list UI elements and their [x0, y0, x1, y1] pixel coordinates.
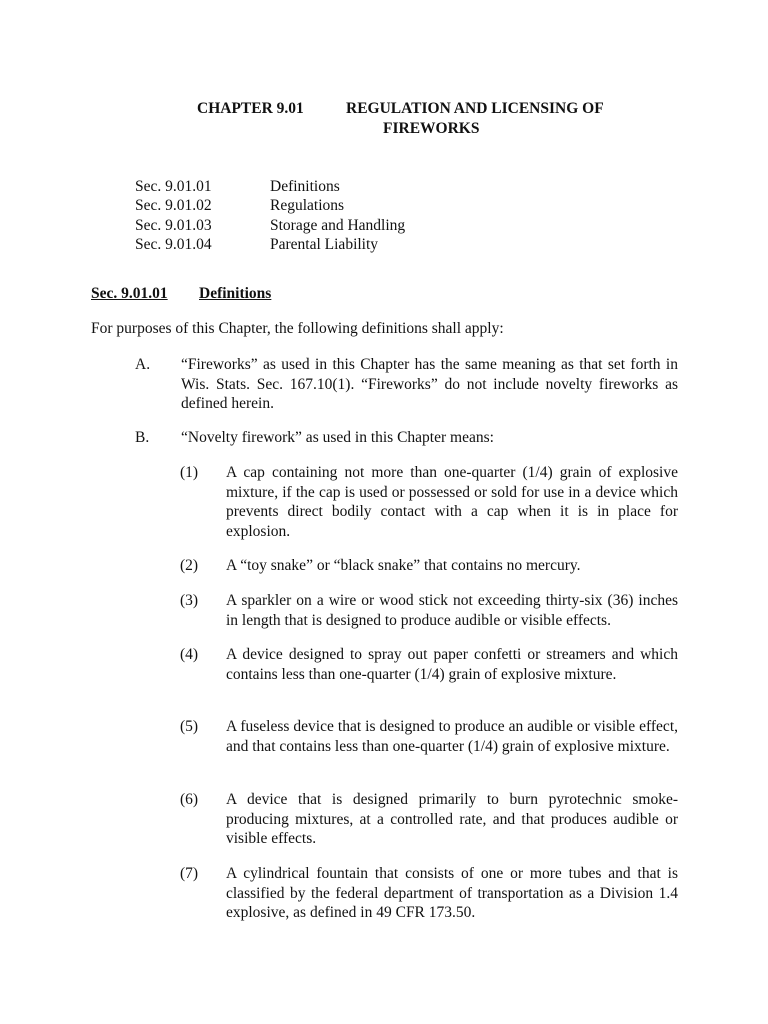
subitem-text: A “toy snake” or “black snake” that contains no mercury. — [226, 557, 581, 574]
toc-section-name: Regulations — [270, 197, 345, 215]
subitem-label: (7) — [180, 865, 199, 882]
subitem-text: A device designed to spray out paper confetti or streamers and which contains less than one-quarter (1/4) grain of explosive mixture. — [226, 646, 678, 683]
subitem-text: A fuseless device that is designed to produce an audible or visible effect, and that contains less than one-quarter (1/4) grain of explosive mixture. — [226, 718, 678, 755]
subitem-label: (3) — [180, 592, 199, 609]
subitem-label: (4) — [180, 646, 199, 663]
chapter-title-line2: FIREWORKS — [383, 120, 480, 137]
item-label: B. — [135, 429, 150, 446]
chapter-title-line1: REGULATION AND LICENSING OF — [346, 100, 604, 117]
chapter-number: CHAPTER 9.01 — [197, 100, 304, 117]
section-heading — [91, 285, 272, 303]
section-heading-name: Definitions — [199, 285, 272, 302]
section-heading-number: Sec. 9.01.01 — [91, 285, 168, 302]
subitem-text: A sparkler on a wire or wood stick not exceeding thirty-six (36) inches in length that is designed to produce audible or visible effects. — [226, 592, 678, 629]
section-intro: For purposes of this Chapter, the following definitions shall apply: — [91, 320, 504, 337]
toc-section-name: Parental Liability — [270, 235, 379, 253]
toc-section-number: Sec. 9.01.01 — [135, 178, 212, 195]
toc-section-number: Sec. 9.01.04 — [135, 235, 212, 253]
subitem-label: (6) — [180, 791, 199, 808]
subitem-text: A cylindrical fountain that consists of one or more tubes and that is classified by the federal department of transportation as a Division 1.4 explosive, as defined in 49 CFR 173.50. — [226, 865, 678, 921]
toc-section-name: Definitions — [270, 178, 340, 195]
toc-section-name: Storage and Handling — [270, 216, 406, 234]
subitem-label: (2) — [180, 557, 199, 574]
toc-section-number: Sec. 9.01.02 — [135, 197, 212, 215]
subitem-label: (1) — [180, 464, 199, 481]
subitem-label: (5) — [180, 718, 199, 735]
subitem-text: A cap containing not more than one-quarter (1/4) grain of explosive mixture, if the cap is used or possessed or sold for use in a device which prevents direct bodily contact with a cap when it is in place for explosion. — [226, 464, 678, 540]
item-label: A. — [135, 356, 151, 373]
item-text: “Novelty firework” as used in this Chapter means: — [181, 429, 494, 446]
item-text: “Fireworks” as used in this Chapter has the same meaning as that set forth in Wis. Stats. Sec. 167.10(1). “Fireworks” do not include novelty fireworks as defined herein. — [181, 356, 678, 412]
subitem-text: A device that is designed primarily to burn pyrotechnic smoke-producing mixtures, at a controlled rate, and that produces audible or visible effects. — [226, 791, 678, 847]
toc-section-number: Sec. 9.01.03 — [135, 216, 212, 234]
